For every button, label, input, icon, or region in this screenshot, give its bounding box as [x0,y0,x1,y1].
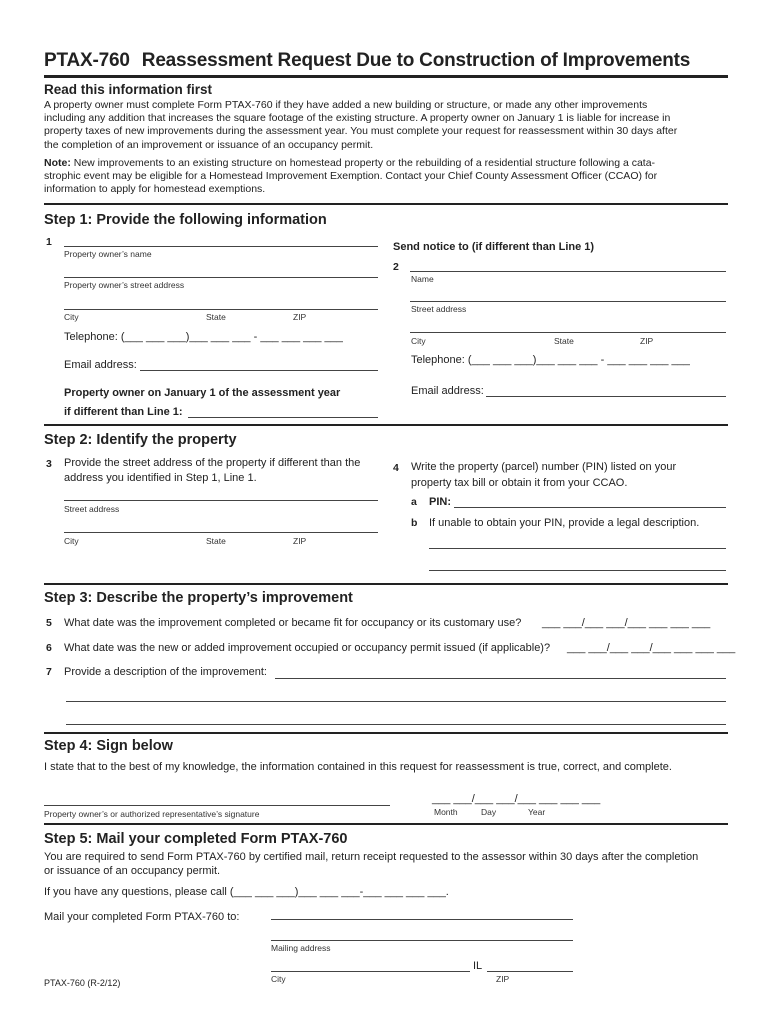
line6-number: 6 [46,642,52,654]
mailing-address-label: Mailing address [271,943,331,953]
intro-paragraph [44,99,734,152]
line4-number: 4 [393,462,399,474]
line3-number: 3 [46,458,52,470]
step4-rule [44,823,728,825]
owner-email-label: Email address: [64,359,137,371]
notice-city-state-zip-field[interactable] [410,332,726,333]
questions-phone[interactable]: If you have any questions, please call (___ ___ ___)___ ___ ___-___ ___ ___ ___. [44,886,449,898]
step4-heading: Step 4: Sign below [44,738,173,754]
intro-line: including any addition that increases the square footage of the existing structure. A property owner on January 1 is liable for increase in [44,112,671,125]
intro-rule [44,203,728,205]
year-label: Year [528,807,546,817]
mail-zip-field[interactable] [487,971,573,972]
step2-rule [44,583,728,585]
state-label: State [554,336,574,346]
mail-recipient-field[interactable] [271,919,573,920]
line1-number: 1 [46,236,52,248]
legal-description-label: If unable to obtain your PIN, provide a legal description. [429,517,700,529]
line2-number: 2 [393,261,399,273]
signature-date-field[interactable]: ___ ___/___ ___/___ ___ ___ ___ [432,793,601,805]
line6-text: What date was the new or added improvement occupied or occupancy permit issued (if applicable)? [64,642,551,654]
jan1-owner-field[interactable] [188,417,378,418]
notice-telephone-field[interactable]: Telephone: (___ ___ ___)___ ___ ___ - ___ ___ ___ ___ [411,354,690,366]
month-label: Month [434,807,458,817]
owner-city-state-zip-field[interactable] [64,309,378,310]
title-rule [44,75,728,78]
owner-email-field[interactable] [140,370,378,371]
line4-text: Write the property (parcel) number (PIN) listed on your [411,461,677,473]
mailing-address-field[interactable] [271,940,573,941]
mail-instructions-line: or issuance of an occupancy permit. [44,864,221,877]
intro-line: the completion of an improvement or issuance of an occupancy permit. [44,138,374,151]
intro-heading: Read this information first [44,82,213,97]
zip-label: ZIP [293,312,307,322]
notice-street-label: Street address [411,304,467,314]
city-label: City [64,536,79,546]
line3-text-2: address you identified in Step 1, Line 1. [64,472,257,484]
step3-heading: Step 3: Describe the property’s improvement [44,590,353,606]
notice-email-field[interactable] [486,396,726,397]
owner-street-label: Property owner’s street address [64,280,185,290]
owner-street-field[interactable] [64,277,378,278]
step2-heading: Step 2: Identify the property [44,432,237,448]
signature-label: Property owner’s or authorized representative’s signature [44,809,260,819]
legal-description-field-1[interactable] [429,548,726,549]
city-label: City [64,312,79,322]
line7-number: 7 [46,666,52,678]
pin-field[interactable] [454,507,726,508]
legal-description-field-2[interactable] [429,570,726,571]
line7-text: Provide a description of the improvement: [64,666,267,678]
description-field-1[interactable] [275,678,726,679]
mail-city-label: City [271,974,286,984]
note-label: Note: [44,157,71,169]
property-street-field[interactable] [64,500,378,501]
zip-label: ZIP [293,536,307,546]
note-line: New improvements to an existing structure on homestead property or the rebuilding of a residential structure following a cata- [70,157,656,169]
owner-name-label: Property owner’s name [64,249,152,259]
line4b-letter: b [411,517,418,529]
property-street-label: Street address [64,504,120,514]
mail-instructions-line: You are required to send Form PTAX-760 by certified mail, return receipt requested to the assessor within 30 days after the completion [44,851,699,863]
occupancy-date-field[interactable]: ___ ___/___ ___/___ ___ ___ ___ [567,642,736,654]
notice-name-label: Name [411,274,434,284]
intro-line: A property owner must complete Form PTAX-760 if they have added a new building or structure, or made any other improvements [44,99,648,111]
jan1-owner-label: Property owner on January 1 of the assessment year [64,387,341,399]
line5-number: 5 [46,617,52,629]
mail-instructions [44,851,698,878]
owner-telephone-field[interactable]: Telephone: (___ ___ ___)___ ___ ___ - ___ ___ ___ ___ [64,331,343,343]
notice-name-field[interactable] [410,271,726,272]
jan1-owner-label-2: if different than Line 1: [64,406,183,418]
note-line: strophic event may be eligible for a Homestead Improvement Exemption. Contact your Chief County Assessment Officer (CCAO) for [44,170,658,183]
intro-note [44,157,734,197]
line5-text: What date was the improvement completed or became fit for occupancy or its customary use? [64,617,522,629]
intro-line: property taxes of new improvements during the assessment year. You must complete your request for reassessment within 30 days after [44,125,678,138]
state-il: IL [473,960,483,972]
step3-rule [44,732,728,734]
certification-statement: I state that to the best of my knowledge, the information contained in this request for reassessment is true, correct, and complete. [44,761,672,773]
state-label: State [206,536,226,546]
form-title [44,50,690,72]
mail-city-field[interactable] [271,971,470,972]
completion-date-field[interactable]: ___ ___/___ ___/___ ___ ___ ___ [542,617,711,629]
owner-name-field[interactable] [64,246,378,247]
form-title-text: Reassessment Request Due to Construction of Improvements [141,50,691,71]
property-city-state-zip-field[interactable] [64,532,378,533]
form-id: PTAX-760 [44,50,130,71]
step1-rule [44,424,728,426]
step1-heading: Step 1: Provide the following information [44,212,327,228]
description-field-2[interactable] [66,701,726,702]
mail-to-label: Mail your completed Form PTAX-760 to: [44,911,240,923]
mail-zip-label: ZIP [496,974,510,984]
send-notice-heading: Send notice to (if different than Line 1) [393,241,595,253]
pin-label: PIN: [429,496,451,508]
description-field-3[interactable] [66,724,726,725]
zip-label: ZIP [640,336,654,346]
line4-text-2: property tax bill or obtain it from your CCAO. [411,477,628,489]
city-label: City [411,336,426,346]
state-label: State [206,312,226,322]
signature-field[interactable] [44,805,390,806]
notice-email-label: Email address: [411,385,484,397]
form-revision: PTAX-760 (R-2/12) [44,978,121,988]
line3-text: Provide the street address of the property if different than the [64,457,361,469]
day-label: Day [481,807,497,817]
line4a-letter: a [411,496,417,508]
note-line: information to apply for homestead exemptions. [44,183,266,196]
step5-heading: Step 5: Mail your completed Form PTAX-760 [44,831,348,847]
notice-street-field[interactable] [410,301,726,302]
